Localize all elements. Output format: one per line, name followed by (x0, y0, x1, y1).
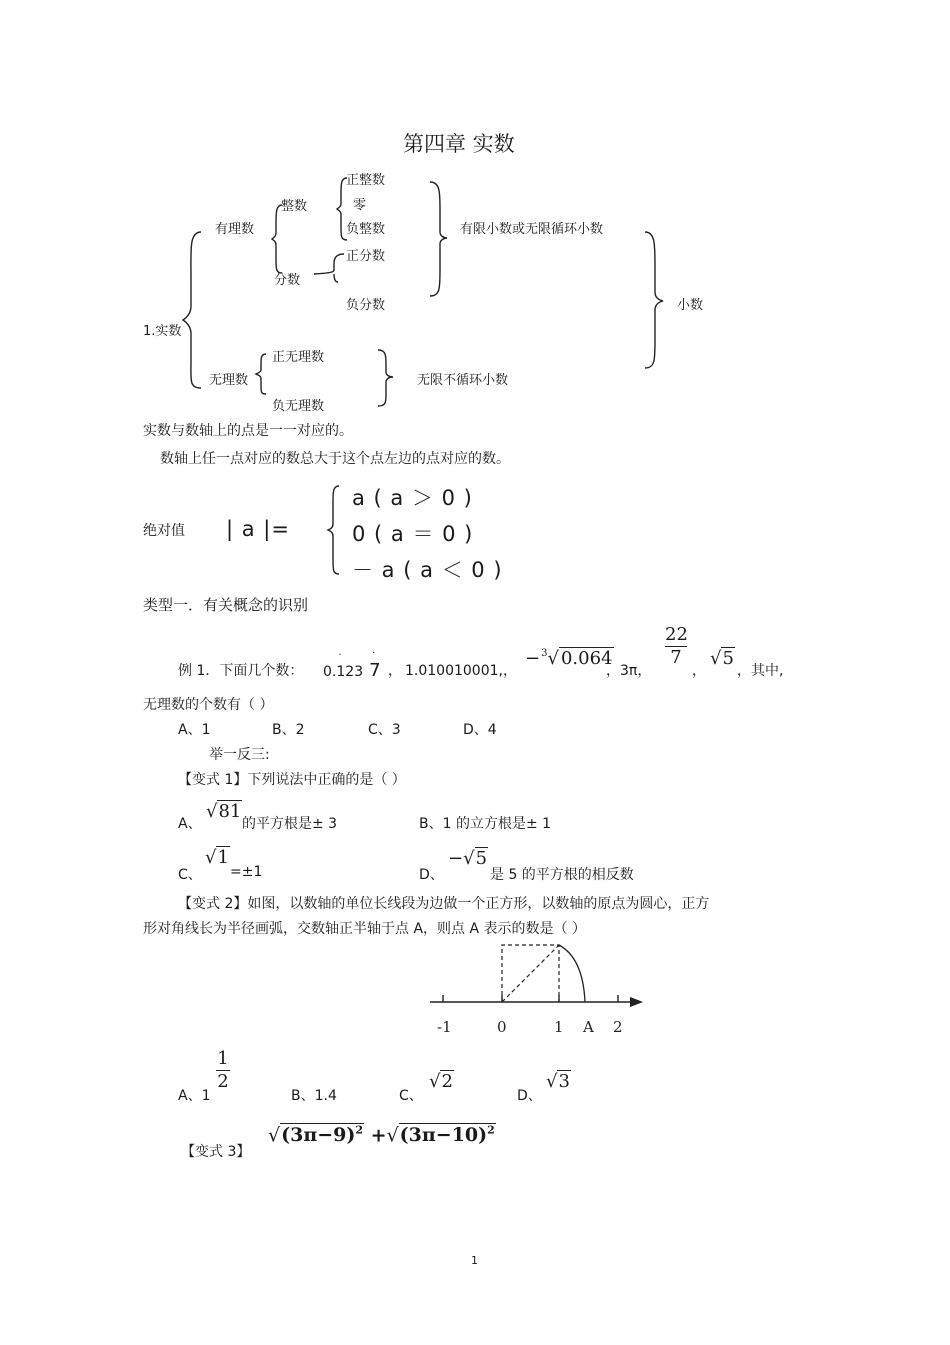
label-1: 1 (554, 1018, 564, 1036)
radical-sign: √ (546, 1071, 558, 1092)
abs-lhs: | a |= (226, 517, 290, 541)
option-c: C、3 (368, 722, 401, 738)
frac-numerator: 1 (217, 1048, 229, 1069)
question: 无理数的个数有（ ） (143, 697, 274, 713)
option-a: A、1 (178, 722, 211, 738)
number-1010: 1.010010001,， (405, 663, 517, 679)
radical-sign: √ (547, 648, 559, 669)
repeat-dot-end: · (372, 648, 376, 659)
radicand-1 (280, 1123, 364, 1146)
radicand: 5 (475, 848, 488, 869)
tail-text: ，其中, (737, 663, 784, 679)
exponent-2: 2 (487, 1124, 495, 1137)
section-heading: 类型一．有关概念的识别 (143, 596, 309, 614)
page-title: 第四章 实数 (403, 132, 515, 156)
digits-23: 23 (345, 664, 364, 680)
radicand: 5 (722, 648, 734, 669)
abs-case-zero: 0 ( a ＝ 0 ) (352, 522, 474, 546)
brace-nonrepeating (378, 348, 394, 408)
radius-arc (559, 945, 585, 1002)
label-0: 0 (497, 1018, 507, 1036)
correspondence-statement: 实数与数轴上的点是一一对应的。 (143, 423, 353, 439)
abs-case-positive: a ( a ＞ 0 ) (352, 486, 473, 510)
brace-fraction (314, 252, 344, 300)
diagonal (502, 945, 559, 1002)
rational-label: 有理数 (215, 222, 255, 237)
plus-sign: + (370, 1124, 387, 1147)
expr-1: (3π−9) (281, 1124, 356, 1147)
radical-sign: √ (710, 648, 722, 669)
sep-3pi: ，3π， (606, 663, 652, 679)
fraction-1-2 (216, 1048, 230, 1092)
minus-sign: − (448, 848, 464, 869)
v2-option-d-prefix: D、 (517, 1088, 542, 1104)
number-line-figure (425, 940, 655, 1040)
brace-real (183, 230, 203, 390)
v1-option-d-text: 是 5 的平方根的相反数 (490, 867, 634, 883)
label-2: 2 (613, 1018, 623, 1036)
ordering-statement: 数轴上任一点对应的数总大于这个点左边的点对应的数。 (160, 451, 510, 467)
negative-integer: 负整数 (346, 222, 386, 237)
axis-arrow (630, 997, 643, 1007)
radical-sign: √ (206, 801, 218, 822)
label-minus-1: -1 (437, 1018, 452, 1036)
sep-1: ， (388, 663, 402, 679)
frac-denominator: 7 (665, 646, 687, 668)
negative-fraction: 负分数 (346, 298, 386, 313)
v2-option-b: B、1.4 (291, 1088, 337, 1104)
positive-fraction: 正分数 (346, 249, 386, 264)
radical-sign: √ (463, 848, 475, 869)
variant-1-title: 【变式 1】下列说法中正确的是（ ） (178, 772, 406, 788)
sqrt-81 (206, 801, 242, 822)
abs-label: 绝对值 (143, 523, 185, 539)
brace-rational (272, 203, 282, 275)
abs-case-negative: － a ( a ＜ 0 ) (352, 558, 503, 582)
frac-numerator: 22 (665, 624, 688, 645)
zero-label: 零 (353, 198, 367, 213)
radicand: 2 (441, 1071, 453, 1092)
v1-option-c-text: =±1 (230, 864, 263, 880)
radical-sign: √ (205, 847, 217, 868)
sqrt-2 (429, 1071, 454, 1092)
example-intro: 例 1．下面几个数： (178, 663, 304, 679)
option-b: B、2 (272, 722, 305, 738)
v1-option-a-prefix: A、 (178, 816, 202, 832)
positive-integer: 正整数 (346, 173, 386, 188)
digit-1: 1 (336, 664, 346, 680)
radical-sign: √ (268, 1124, 281, 1147)
frac-denominator: 2 (217, 1071, 229, 1092)
sep-3: ， (692, 663, 706, 679)
integer-label: 整数 (281, 199, 308, 214)
practice-heading: 举一反三: (209, 747, 270, 763)
radical-sign: √ (429, 1071, 441, 1092)
label-a: A (583, 1018, 594, 1036)
exponent-1: 2 (355, 1124, 364, 1137)
radicand: 3 (558, 1071, 570, 1092)
sqrt-1 (205, 847, 230, 868)
num-dot-digit-end (369, 648, 381, 681)
variant-2-line-2: 形对角线长为半径画弧，交数轴正半轴于点 A，则点 A 表示的数是（ ） (143, 921, 586, 937)
fraction-22-7 (665, 624, 687, 668)
radicand: 0.064 (560, 648, 613, 669)
page-number: 1 (471, 1254, 478, 1267)
sqrt-5 (710, 648, 735, 669)
irrational-label: 无理数 (209, 373, 249, 388)
brace-abs (328, 484, 340, 576)
v2-option-c-prefix: C、 (399, 1088, 423, 1104)
digit-7: 7 (369, 660, 381, 681)
variant-3-title: 【变式 3】 (181, 1144, 251, 1160)
num-part: 0. (323, 664, 337, 680)
expr-2: (3π−10) (399, 1124, 488, 1147)
neg-sqrt-5 (448, 848, 488, 869)
v2-option-a-prefix: A、1 (178, 1088, 211, 1104)
brace-finite (430, 180, 448, 298)
unit-square (502, 945, 559, 1002)
radical-expression (268, 1124, 496, 1146)
real-label: 1.实数 (143, 324, 182, 339)
v1-option-a-text: 的平方根是± 3 (242, 816, 338, 832)
v1-option-c-prefix: C、 (178, 867, 202, 883)
root-index: 3 (541, 648, 548, 659)
v1-option-d-prefix: D、 (419, 867, 444, 883)
v1-option-b: B、1 的立方根是± 1 (419, 816, 552, 832)
neg-cube-root (525, 648, 614, 669)
radicand: 81 (218, 801, 242, 822)
repeating-decimal (323, 648, 381, 681)
option-d: D、4 (463, 722, 497, 738)
radical-sign-2: √ (386, 1124, 399, 1147)
nonrepeating-decimal: 无限不循环小数 (417, 373, 509, 388)
radicand: 1 (217, 847, 229, 868)
repeat-dot: · (338, 650, 342, 661)
minus-sign: − (525, 648, 541, 669)
radicand-2 (399, 1123, 496, 1146)
num-dot-digit (336, 650, 346, 680)
fraction-label: 分数 (274, 273, 301, 288)
finite-or-repeating: 有限小数或无限循环小数 (460, 222, 604, 237)
sqrt-3 (546, 1071, 571, 1092)
brace-irrational (256, 352, 266, 396)
negative-irrational: 负无理数 (272, 399, 325, 414)
decimal-label: 小数 (677, 298, 704, 313)
positive-irrational: 正无理数 (272, 350, 325, 365)
variant-2-line-1: 【变式 2】如图，以数轴的单位长线段为边做一个正方形，以数轴的原点为圆心，正方 (178, 896, 710, 912)
brace-decimal (645, 230, 665, 370)
